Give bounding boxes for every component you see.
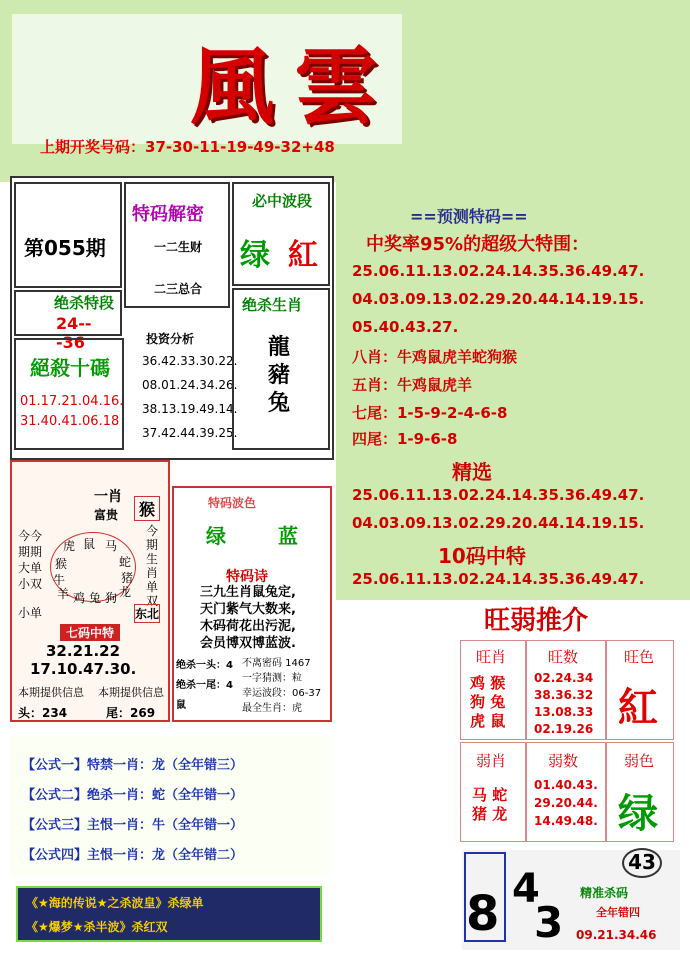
weak-num: 14.49.48. bbox=[534, 814, 598, 828]
poem-left-items bbox=[176, 656, 233, 716]
invest-box bbox=[126, 316, 238, 450]
poem-left-item: 绝杀一头：4 bbox=[176, 660, 233, 671]
issue-number: 第055期 bbox=[24, 236, 106, 260]
formula-line: 【公式一】特禁一肖：龙（全年错三） bbox=[22, 758, 244, 773]
poem-title: 特码诗 bbox=[226, 569, 268, 585]
hint-1: 一二生财 bbox=[154, 240, 203, 254]
h-strong-zodiac: 旺肖 bbox=[476, 648, 507, 666]
footer-left-line-2: 《★爆梦★杀半波》杀红双 bbox=[26, 920, 168, 934]
poem-line: 会员博双博蓝波. bbox=[200, 636, 296, 651]
kill-ten-box bbox=[14, 338, 124, 450]
h-weak-zodiac: 弱肖 bbox=[476, 752, 507, 770]
right-col-item: 单 bbox=[146, 580, 159, 594]
poem-right-item: 幸运波段：06-37 bbox=[242, 688, 322, 699]
seven-code-title: 七码中特 bbox=[60, 624, 120, 641]
eight-zodiac: 八肖：牛鸡鼠虎羊蛇狗猴 bbox=[352, 348, 518, 366]
wave-title: 必中波段 bbox=[252, 192, 313, 210]
wheel-char: 鼠 bbox=[83, 537, 96, 551]
weak-num: 29.20.44. bbox=[534, 796, 598, 810]
weak-zodiac: 猪 龙 bbox=[472, 805, 508, 823]
strong-num: 02.19.26 bbox=[534, 722, 594, 736]
last-draw-label: 上期开奖号码： bbox=[40, 138, 146, 156]
select-row: 04.03.09.13.02.29.20.44.14.19.15. bbox=[352, 514, 645, 532]
poem-green: 绿 bbox=[206, 524, 226, 548]
select-row: 25.06.11.13.02.24.14.35.36.49.47. bbox=[352, 486, 645, 504]
strong-zodiac: 虎 鼠 bbox=[470, 712, 506, 730]
seven-code-row-1: 32.21.22 bbox=[46, 642, 121, 660]
kill-segment-value: 24---36 bbox=[56, 314, 92, 352]
formula-line: 【公式四】主恨一肖：龙（全年错二） bbox=[22, 848, 244, 863]
five-zodiac: 五肖：牛鸡鼠虎羊 bbox=[352, 376, 473, 394]
prediction-row: 04.03.09.13.02.29.20.44.14.19.15. bbox=[352, 290, 645, 308]
left-col-item: 大单 bbox=[18, 561, 43, 575]
strong-zodiac: 鸡 猴 bbox=[470, 674, 506, 692]
tail-label: 尾：269 bbox=[106, 706, 156, 720]
four-tail: 四尾：1-9-6-8 bbox=[352, 430, 458, 448]
strong-color: 紅 bbox=[618, 685, 658, 731]
ten-title: 10码中特 bbox=[438, 544, 526, 568]
weak-color: 绿 bbox=[618, 791, 658, 837]
kill-segment-box bbox=[14, 290, 122, 352]
weak-zodiac-list bbox=[472, 786, 507, 824]
left-col-item: 期期 bbox=[18, 545, 43, 559]
last-draw-numbers: 37-30-11-19-49-32+48 bbox=[145, 138, 335, 156]
invest-row: 37.42.44.39.25. bbox=[142, 426, 238, 440]
invest-row: 36.42.33.30.22. bbox=[142, 354, 238, 368]
kill-zodiac-title: 绝杀生肖 bbox=[242, 296, 303, 314]
one-zodiac-sub: 富贵 bbox=[94, 508, 119, 522]
weak-num: 01.40.43. bbox=[534, 778, 598, 792]
wheel-char: 猴 bbox=[55, 557, 68, 571]
poem-line: 木码荷花出污泥, bbox=[200, 619, 296, 634]
weak-strong-table bbox=[460, 640, 674, 844]
invest-row: 08.01.24.34.26. bbox=[142, 378, 238, 392]
kill-zodiac-char: 兔 bbox=[268, 391, 291, 416]
right-col-item: 双 bbox=[146, 594, 159, 608]
strong-zodiac-list bbox=[470, 674, 505, 731]
east-north: 东北 bbox=[134, 604, 160, 623]
h-weak-color: 弱色 bbox=[624, 752, 655, 770]
wave-green: 绿 bbox=[240, 238, 270, 273]
weak-zodiac: 马 蛇 bbox=[472, 786, 508, 804]
hint-2: 二三总合 bbox=[154, 282, 203, 296]
kill-segment-title: 绝杀特段 bbox=[54, 294, 115, 312]
right-col-item: 肖 bbox=[146, 566, 159, 580]
kill-code-sub: 全年错四 bbox=[596, 906, 640, 919]
select-title: 精选 bbox=[452, 460, 492, 484]
kill-zodiac-box bbox=[232, 288, 330, 450]
number-ball: 43 bbox=[622, 848, 662, 878]
right-col-item: 今 bbox=[146, 524, 159, 538]
poem-right-items bbox=[242, 656, 321, 716]
prediction-title: ==预测特码== bbox=[410, 207, 528, 226]
wheel-char: 马 bbox=[105, 539, 118, 553]
wheel-char: 猪 bbox=[121, 571, 134, 585]
poem-lines bbox=[200, 584, 296, 652]
info-label-2: 本期提供信息 bbox=[98, 686, 164, 699]
poem-banner: 特码波色 bbox=[208, 496, 257, 510]
weak-num-list bbox=[534, 776, 598, 830]
h-strong-num: 旺数 bbox=[548, 648, 579, 666]
poem-right-item: 不离密码 1467 bbox=[242, 658, 311, 669]
wheel-char: 狗 bbox=[105, 591, 118, 605]
poem-left-item: 绝杀一尾：4 bbox=[176, 680, 233, 691]
kill-code-numbers: 09.21.34.46 bbox=[576, 928, 657, 942]
poem-right-item: 一字猜测：粒 bbox=[242, 673, 302, 684]
wheel-char: 兔 bbox=[89, 591, 102, 605]
formula-line: 【公式三】主恨一肖：牛（全年错一） bbox=[22, 818, 244, 833]
poem-blue: 蓝 bbox=[278, 524, 298, 548]
left-col bbox=[18, 528, 42, 592]
kill-zodiac-list bbox=[268, 334, 290, 418]
right-col-item: 生 bbox=[146, 552, 159, 566]
poem-left-item: 鼠 bbox=[176, 700, 186, 711]
big-digit: 3 bbox=[534, 898, 564, 947]
seven-tail: 七尾：1-5-9-2-4-6-8 bbox=[352, 404, 508, 422]
weak-strong-title: 旺弱推介 bbox=[484, 606, 589, 636]
strong-num-list bbox=[534, 670, 593, 738]
formula-line: 【公式二】绝杀一肖：蛇（全年错一） bbox=[22, 788, 244, 803]
info-label-1: 本期提供信息 bbox=[18, 686, 84, 699]
wheel-char: 龙 bbox=[119, 585, 132, 599]
zodiac-wheel bbox=[50, 532, 136, 605]
wheel-char: 羊 bbox=[57, 587, 70, 601]
right-col-item: 期 bbox=[146, 538, 159, 552]
kill-code-title: 精准杀码 bbox=[580, 886, 629, 900]
ten-row: 25.06.11.13.02.24.14.35.36.49.47. bbox=[352, 570, 645, 588]
kill-zodiac-char: 龍 bbox=[268, 335, 291, 360]
strong-zodiac: 狗 兔 bbox=[470, 693, 506, 711]
prediction-row: 25.06.11.13.02.24.14.35.36.49.47. bbox=[352, 262, 645, 280]
footer-left-line-1: 《★海的传说★之杀波皇》杀绿单 bbox=[26, 896, 204, 910]
kill-ten-row-1: 01.17.21.04.16. bbox=[20, 394, 124, 409]
one-zodiac-label: 一肖 bbox=[94, 489, 122, 505]
kill-ten-row-2: 31.40.41.06.18 bbox=[20, 414, 120, 429]
special-code-title: 特码解密 bbox=[132, 204, 204, 225]
prediction-row: 05.40.43.27. bbox=[352, 318, 459, 336]
wheel-char: 牛 bbox=[53, 573, 66, 587]
h-strong-color: 旺色 bbox=[624, 648, 655, 666]
right-col bbox=[146, 524, 158, 608]
last-draw bbox=[40, 136, 335, 157]
wheel-char: 虎 bbox=[63, 539, 76, 553]
big-digit: 8 bbox=[466, 886, 500, 942]
strong-num: 02.24.34 bbox=[534, 671, 594, 685]
kill-ten-title: 絕殺十碼 bbox=[30, 356, 110, 380]
big-digit: 4 bbox=[512, 866, 540, 912]
left-col-item: 小双 bbox=[18, 577, 43, 591]
wheel-char: 蛇 bbox=[119, 555, 132, 569]
strong-num: 38.36.32 bbox=[534, 688, 594, 702]
issue-box bbox=[14, 182, 122, 288]
seven-code-row-2: 17.10.47.30. bbox=[30, 660, 137, 678]
wave-red: 紅 bbox=[288, 238, 318, 273]
special-code-box bbox=[124, 182, 230, 308]
poem-line: 天门紫气大数来, bbox=[200, 602, 296, 617]
poem-line: 三九生肖鼠兔定, bbox=[200, 585, 296, 600]
page-title: 風雲 bbox=[190, 37, 399, 136]
monkey-badge: 猴 bbox=[134, 496, 160, 521]
invest-row: 38.13.19.49.14. bbox=[142, 402, 238, 416]
prediction-subtitle: 中奖率95%的超级大特围： bbox=[366, 234, 590, 255]
wave-box bbox=[232, 182, 330, 286]
head-label: 头：234 bbox=[18, 706, 68, 720]
invest-title: 投资分析 bbox=[146, 332, 195, 346]
kill-zodiac-char: 豬 bbox=[268, 363, 291, 388]
h-weak-num: 弱数 bbox=[548, 752, 579, 770]
strong-num: 13.08.33 bbox=[534, 705, 594, 719]
small-single: 小单 bbox=[18, 606, 43, 620]
left-col-item: 今今 bbox=[18, 529, 43, 543]
poem-right-item: 最全生肖：虎 bbox=[242, 703, 302, 714]
wheel-char: 鸡 bbox=[73, 591, 86, 605]
